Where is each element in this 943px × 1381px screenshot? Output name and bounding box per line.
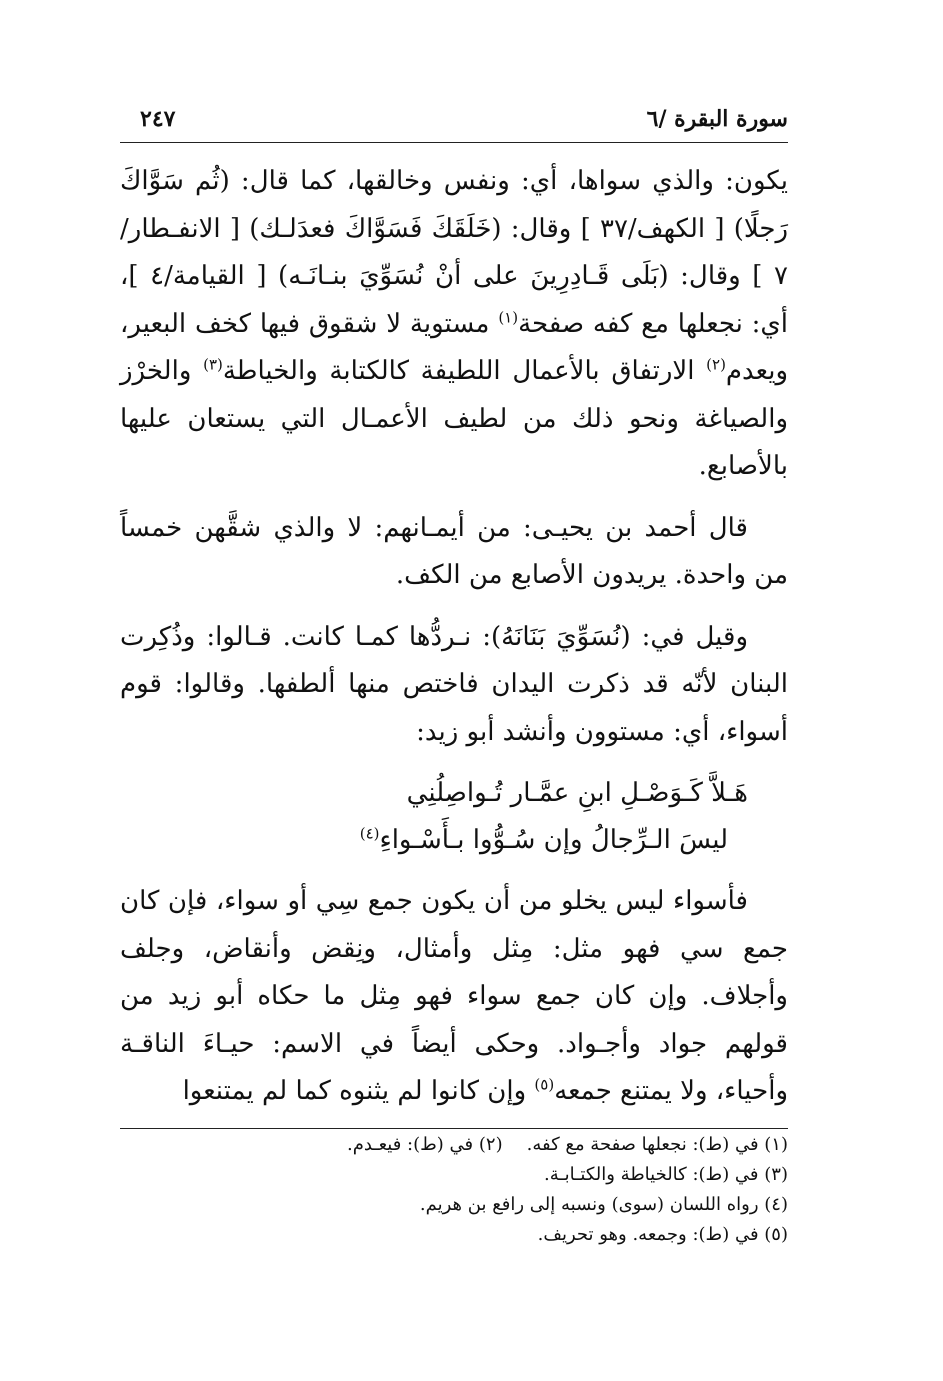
poetry-verse	[120, 770, 788, 864]
book-page	[120, 100, 788, 1300]
footnote-ref-4: (٤)	[359, 824, 380, 843]
footnote-rule	[120, 1128, 788, 1129]
page-header	[120, 100, 788, 136]
main-text	[120, 158, 788, 1130]
footnote-ref-1: (١)	[498, 307, 519, 326]
verse-line-2: ليسَ الـرِّجالُ وإن سُـوُّوا بـأَسْـواءِ$^{(٤)}$	[359, 824, 728, 855]
footnote-line: (٥) في (ط): وجمعه. وهو تحريف.	[537, 1224, 788, 1245]
footnotes	[120, 1130, 788, 1250]
chapter-title: سورة البقرة /٦	[646, 106, 788, 132]
paragraph-4: فأسواء ليس يخلو من أن يكون جمع سِي أو سواء، فإن كان جمع سي فهو مثل: مِثل وأمثال، ونِقض وأنقاض، وجلف وأجلاف. وإن كان جمع سواء فهو مِثل ما حكاه أبو زيد من قولهم جواد وأجـواد. وحكى أيضاً في الاسم: حيـاءَ الناقـة وأحياء، ولا يمتنع جمعه$^{(٥)}$ وإن كانوا لم يثنوه كما لم يمتنعوا	[120, 886, 788, 1106]
footnote-ref-3: (٣)	[203, 355, 223, 374]
footnote-line: (١) في (ط): نجعلها صفحة مع كفه.(٢) في (ط): فيعـدم.	[347, 1134, 788, 1155]
verse-line-1: هَـلاَّ كَـوَصْـلِ ابنِ عمَّـار تُـواصِلُنِي	[406, 778, 748, 808]
footnote-line: (٤) رواه اللسان (سوى) ونسبه إلى رافع بن هريم.	[419, 1194, 788, 1215]
paragraph-3: وقيل في: (نُسَوِّيَ بَنَانَهُ): نـردُّها كمـا كانت. قـالوا: وذُكِرت البنان لأنّه قد ذكرت اليدان فاختص منها ألطفها. وقالوا: قوم أسواء، أي: مستوون وأنشد أبو زيد:	[120, 621, 788, 747]
page-number: ٢٤٧	[140, 106, 176, 132]
footnote-ref-2: (٢)	[706, 355, 726, 374]
footnote-ref-5: (٥)	[534, 1075, 555, 1094]
paragraph-2: قال أحمد بن يحيـى: من أيمـانهم: لا والذي شقَّهن خمساً من واحدة. يريدون الأصابع من الكف.	[120, 512, 788, 590]
header-rule	[120, 142, 788, 143]
footnote-line: (٣) في (ط): كالخياطة والكتـابـة.	[544, 1164, 788, 1185]
paragraph-1: يكون: والذي سواها، أي: ونفس وخالقها، كما قال: (ثُم سَوَّاكَ رَجلًا) [ الكهف/٣٧ ] وقال: (خَلَقَكَ فَسَوَّاكَ فعدَلـك) [ الانفـطار/٧ ] وقال: (بَلَى قَـادِرِينَ على أنْ نُسَوِّيَ بنـانَـه) [ القيامة/٤ ]، أي: نجعلها مع كفه صفحة$^{(١)}$ مستوية لا شقوق فيها كخف البعير، ويعدم$^{(٢)}$ الارتفاق بالأعمال اللطيفة كالكتابة والخياطة$^{(٣)}$ والخرْز والصياغة ونحو ذلك من لطيف الأعمـال التي يستعان عليها بالأصابع.	[120, 166, 789, 481]
